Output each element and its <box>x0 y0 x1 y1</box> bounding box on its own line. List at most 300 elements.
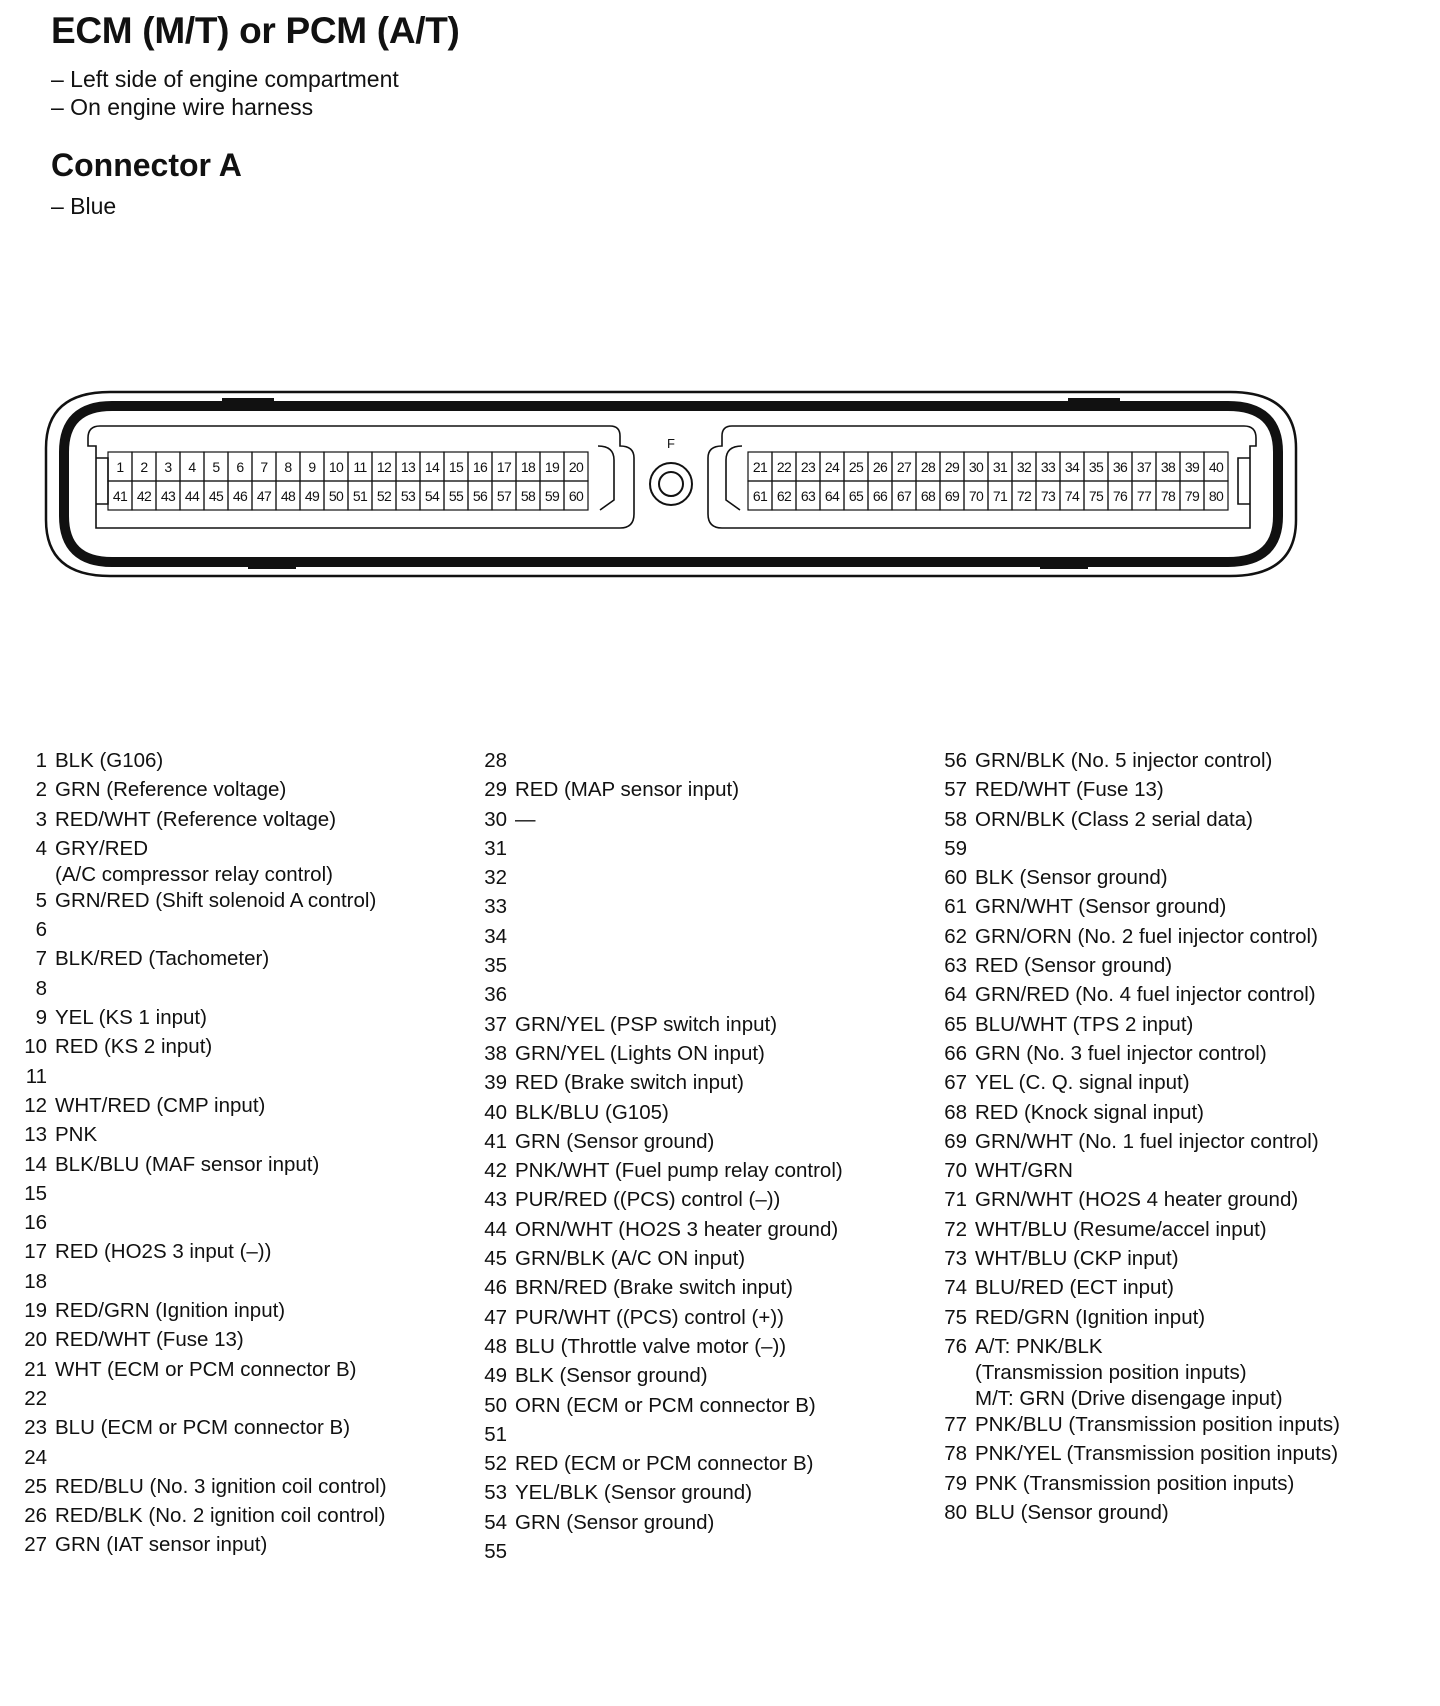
pin-entry-number: 8 <box>35 976 47 1000</box>
pin-entry <box>470 836 843 865</box>
pin-entry <box>10 1386 387 1415</box>
pin-number: 42 <box>136 488 152 504</box>
pin-entry <box>470 1217 843 1246</box>
pin-entry-number: 67 <box>944 1071 967 1095</box>
pin-entry <box>10 946 387 975</box>
pin-entry <box>10 1152 387 1181</box>
pin-entry-description <box>55 1357 356 1383</box>
pin-entry-number: 22 <box>24 1386 47 1410</box>
pin-entry-line: PNK/BLU (Transmission position inputs) <box>975 1412 1340 1436</box>
pin-entry-line: GRN/BLK (No. 5 injector control) <box>975 749 1273 772</box>
left-block-frame <box>88 426 634 528</box>
pin-entry-line: RED/BLK (No. 2 ignition coil control) <box>55 1504 386 1528</box>
pin-entry-line: GRN (Sensor ground) <box>515 1510 715 1534</box>
pin-entry-description <box>55 1298 285 1324</box>
pin-entry-line: A/T: PNK/BLK <box>975 1334 1103 1358</box>
pin-number: 45 <box>208 488 224 504</box>
pin-entry <box>470 1510 843 1539</box>
pin-number: 14 <box>424 459 440 475</box>
pin-entry <box>10 976 387 1005</box>
pin-number: 15 <box>448 459 464 475</box>
pin-entry <box>930 748 1340 777</box>
pin-entry <box>10 1474 387 1503</box>
pin-entry-number: 3 <box>35 807 47 831</box>
pin-entry <box>470 1363 843 1392</box>
pin-number: 59 <box>544 488 560 504</box>
pin-number: 21 <box>752 459 768 475</box>
pin-entry <box>470 1539 843 1568</box>
housing-tab-bottom-left <box>248 561 296 569</box>
pin-entry-line: GRN/WHT (No. 1 fuel injector control) <box>975 1129 1319 1153</box>
housing-tab-top-left <box>222 398 274 407</box>
pin-entry-line: PUR/RED ((PCS) control (–)) <box>515 1188 781 1212</box>
pin-entry <box>10 748 387 777</box>
pin-entry-description <box>515 1129 714 1155</box>
pin-entry-line: ORN/WHT (HO2S 3 heater ground) <box>515 1217 839 1241</box>
pin-entry-line: ORN (ECM or PCM connector B) <box>515 1393 816 1417</box>
pin-entry <box>930 982 1340 1011</box>
pin-entry-description <box>55 1327 244 1353</box>
pin-entry-number: 61 <box>944 895 967 919</box>
pin-number: 26 <box>872 459 888 475</box>
pin-entry-description <box>975 1041 1267 1067</box>
pin-entry-line: WHT/GRN <box>975 1159 1073 1183</box>
pin-list-column-2 <box>470 748 843 1568</box>
pin-entry-description <box>515 1100 669 1126</box>
pin-entry <box>10 1269 387 1298</box>
pin-entry-description <box>975 1246 1179 1272</box>
pin-entry <box>930 1012 1340 1041</box>
pin-entry <box>930 1129 1340 1158</box>
pin-entry-description <box>975 1334 1283 1412</box>
pin-entry-line: — <box>515 807 536 831</box>
pin-number: 67 <box>896 488 912 504</box>
pin-entry-line: (A/C compressor relay control) <box>55 862 333 886</box>
pin-entry-description <box>975 982 1316 1008</box>
pin-number: 43 <box>160 488 176 504</box>
pin-number: 48 <box>280 488 296 504</box>
pin-entry <box>10 1503 387 1532</box>
pin-entry-line: GRN/RED (No. 4 fuel injector control) <box>975 983 1316 1007</box>
pin-entry-number: 57 <box>944 778 967 802</box>
pin-entry <box>470 777 843 806</box>
pin-number: 78 <box>1160 488 1176 504</box>
pin-entry-number: 77 <box>944 1412 967 1436</box>
pin-entry-description <box>55 777 286 803</box>
pin-entry <box>930 1275 1340 1304</box>
pin-entry-line: GRN/ORN (No. 2 fuel injector control) <box>975 924 1318 948</box>
pin-entry-number: 27 <box>24 1533 47 1557</box>
pin-entry-line: GRN/WHT (HO2S 4 heater ground) <box>975 1188 1299 1212</box>
pin-entry-number: 65 <box>944 1012 967 1036</box>
pin-entry-line: RED/WHT (Reference voltage) <box>55 807 337 831</box>
pin-entry-description <box>515 1158 843 1184</box>
pin-entry-number: 59 <box>944 836 967 860</box>
pin-entry-line: RED/GRN (Ignition input) <box>975 1305 1206 1329</box>
pin-entry <box>10 1239 387 1268</box>
pin-entry <box>470 1422 843 1451</box>
connector-color-note: – Blue <box>51 193 117 219</box>
pin-entry-description <box>515 1363 708 1389</box>
pin-entry-description <box>975 894 1226 920</box>
pin-entry <box>470 748 843 777</box>
pin-entry-number: 9 <box>35 1006 47 1030</box>
pin-entry-number: 63 <box>944 954 967 978</box>
pin-entry-number: 5 <box>35 888 47 912</box>
pin-entry-number: 70 <box>944 1159 967 1183</box>
pin-entry-line: GRN (Reference voltage) <box>55 778 287 802</box>
pin-entry-number: 38 <box>484 1041 507 1065</box>
pin-entry-number: 76 <box>944 1334 967 1358</box>
pin-entry-number: 11 <box>25 1064 47 1088</box>
pin-entry-description <box>515 1480 752 1506</box>
pin-entry <box>470 953 843 982</box>
pin-entry <box>470 1187 843 1216</box>
pin-entry-number: 29 <box>484 778 507 802</box>
pin-entry-number: 17 <box>24 1240 47 1264</box>
pin-entry-line: BLK/RED (Tachometer) <box>55 947 270 971</box>
pin-entry-description <box>55 836 333 888</box>
pin-entry-line: RED (HO2S 3 input (–)) <box>55 1240 272 1264</box>
pin-entry-line: BLU (Throttle valve motor (–)) <box>515 1334 787 1358</box>
pin-number: 63 <box>800 488 816 504</box>
pin-entry-line: RED (ECM or PCM connector B) <box>515 1452 814 1476</box>
pin-entry-line: BLU (ECM or PCM connector B) <box>55 1416 351 1440</box>
pin-entry-number: 19 <box>24 1299 47 1323</box>
pin-number: 80 <box>1208 488 1224 504</box>
pin-entry-line: RED (Knock signal input) <box>975 1100 1205 1124</box>
pin-entry-number: 72 <box>944 1217 967 1241</box>
pin-entry-line: GRN/WHT (Sensor ground) <box>975 895 1227 919</box>
pin-number: 44 <box>184 488 200 504</box>
pin-number: 32 <box>1016 459 1032 475</box>
pin-number: 7 <box>260 459 268 475</box>
pin-entry-number: 1 <box>35 749 47 772</box>
connector-gasket <box>64 406 1278 562</box>
pin-entry-line: RED (Brake switch input) <box>515 1071 744 1095</box>
pin-entry <box>10 1415 387 1444</box>
pin-entry-description <box>975 807 1253 833</box>
pin-entry-description <box>515 1012 777 1038</box>
connector-heading: Connector A <box>51 147 242 183</box>
pin-entry <box>930 1412 1340 1441</box>
pin-entry-number: 25 <box>24 1474 47 1498</box>
pin-entry-description <box>55 1005 207 1031</box>
pin-entry-line: GRN (IAT sensor input) <box>55 1533 268 1557</box>
pin-entry-description <box>975 1500 1169 1526</box>
pin-entry <box>930 1041 1340 1070</box>
pin-number: 69 <box>944 488 960 504</box>
pin-entry-line: GRN/YEL (PSP switch input) <box>515 1012 778 1036</box>
pin-entry-description <box>975 1305 1205 1331</box>
pin-entry <box>10 777 387 806</box>
pin-entry-line: YEL/BLK (Sensor ground) <box>515 1481 753 1505</box>
pin-entry <box>930 865 1340 894</box>
pin-entry-line: YEL (KS 1 input) <box>55 1006 207 1030</box>
pin-entry-line: PUR/WHT ((PCS) control (+)) <box>515 1305 784 1329</box>
pin-number: 75 <box>1088 488 1104 504</box>
pin-number: 12 <box>376 459 392 475</box>
pin-entry-number: 75 <box>944 1305 967 1329</box>
pin-entry <box>930 924 1340 953</box>
pin-entry-number: 47 <box>484 1305 507 1329</box>
pin-entry-description <box>975 924 1318 950</box>
pin-entry-number: 33 <box>484 895 507 919</box>
pin-entry-number: 69 <box>944 1129 967 1153</box>
pin-number: 6 <box>236 459 244 475</box>
pin-number: 57 <box>496 488 512 504</box>
pin-number: 60 <box>568 488 584 504</box>
pin-entry <box>10 807 387 836</box>
pin-entry-description <box>975 953 1172 979</box>
pin-entry-number: 13 <box>24 1123 47 1147</box>
pin-entry <box>930 1471 1340 1500</box>
left-block-latch-right <box>598 446 614 510</box>
pin-entry-description <box>515 807 536 833</box>
pin-entry-description <box>975 1129 1319 1155</box>
pin-entry-number: 21 <box>24 1357 47 1381</box>
pin-entry-description <box>55 1503 385 1529</box>
pin-entry-number: 64 <box>944 983 967 1007</box>
pin-entry <box>930 1070 1340 1099</box>
pin-number: 41 <box>112 488 128 504</box>
pin-entry <box>470 1041 843 1070</box>
left-block-latch <box>96 458 108 504</box>
pin-entry-number: 26 <box>24 1504 47 1528</box>
pin-entry-description <box>975 1441 1338 1467</box>
pin-entry-number: 49 <box>484 1364 507 1388</box>
pin-entry <box>470 1070 843 1099</box>
pin-entry-description <box>55 1532 267 1558</box>
connector-diagram <box>0 0 1440 600</box>
pin-entry-line: RED (Sensor ground) <box>975 954 1173 978</box>
pin-entry-line: GRN/RED (Shift solenoid A control) <box>55 888 377 912</box>
pin-number: 8 <box>284 459 292 475</box>
pin-entry-number: 15 <box>24 1181 47 1205</box>
pin-entry-description <box>975 865 1168 891</box>
pin-entry-number: 43 <box>484 1188 507 1212</box>
pin-number: 34 <box>1064 459 1080 475</box>
pin-number: 56 <box>472 488 488 504</box>
pin-entry <box>930 1441 1340 1470</box>
pin-entry-line: BLK (G106) <box>55 749 164 772</box>
pin-entry <box>470 1100 843 1129</box>
pin-entry-description <box>975 777 1164 803</box>
pin-number: 61 <box>752 488 768 504</box>
center-label: F <box>667 436 675 451</box>
pin-number: 38 <box>1160 459 1176 475</box>
pin-number: 52 <box>376 488 392 504</box>
pin-number: 2 <box>140 459 148 475</box>
pin-entry-number: 10 <box>24 1035 47 1059</box>
pin-entry <box>930 894 1340 923</box>
pin-number: 49 <box>304 488 320 504</box>
pin-entry-number: 62 <box>944 924 967 948</box>
pin-entry-description <box>55 1122 97 1148</box>
page-title: ECM (M/T) or PCM (A/T) <box>51 10 460 51</box>
pin-entry <box>930 807 1340 836</box>
pin-number: 51 <box>352 488 368 504</box>
pin-number: 35 <box>1088 459 1104 475</box>
pin-entry <box>10 1445 387 1474</box>
pin-entry-number: 44 <box>484 1217 507 1241</box>
pin-entry-line: GRN (No. 3 fuel injector control) <box>975 1041 1267 1065</box>
pin-entry-line: YEL (C. Q. signal input) <box>975 1071 1190 1095</box>
pin-entry-description <box>515 1510 714 1536</box>
pin-entry-line: ORN/BLK (Class 2 serial data) <box>975 807 1253 831</box>
pin-entry-description <box>515 1393 816 1419</box>
pin-entry-number: 31 <box>484 836 507 860</box>
pin-entry-line: (Transmission position inputs) <box>975 1360 1247 1384</box>
pin-entry-description <box>55 888 376 914</box>
pin-entry <box>10 1210 387 1239</box>
pin-entry-line: BLK (Sensor ground) <box>975 866 1168 890</box>
pin-entry-description <box>515 1305 784 1331</box>
pin-entry-number: 36 <box>484 983 507 1007</box>
pin-number: 39 <box>1184 459 1200 475</box>
pin-entry-line: RED/BLU (No. 3 ignition coil control) <box>55 1474 387 1498</box>
pin-entry-number: 45 <box>484 1247 507 1271</box>
pin-number: 77 <box>1136 488 1152 504</box>
pin-entry-number: 80 <box>944 1500 967 1524</box>
pin-entry-number: 78 <box>944 1442 967 1466</box>
pin-list-column-3 <box>930 748 1340 1529</box>
pin-entry-description <box>515 1275 793 1301</box>
pin-number: 50 <box>328 488 344 504</box>
pin-entry-description <box>975 1070 1190 1096</box>
pin-entry-description <box>55 1239 271 1265</box>
pin-entry <box>470 1275 843 1304</box>
pin-number: 55 <box>448 488 464 504</box>
pin-number: 70 <box>968 488 984 504</box>
pin-entry-description <box>55 946 269 972</box>
pin-number: 37 <box>1136 459 1152 475</box>
pin-entry-number: 46 <box>484 1276 507 1300</box>
pin-entry-description <box>975 1187 1298 1213</box>
pin-number: 13 <box>400 459 416 475</box>
pin-entry <box>930 1217 1340 1246</box>
pin-number: 28 <box>920 459 936 475</box>
pin-entry-number: 52 <box>484 1452 507 1476</box>
pin-entry-description <box>975 748 1272 774</box>
pin-entry <box>470 807 843 836</box>
pin-entry-number: 18 <box>24 1269 47 1293</box>
pin-entry <box>470 1246 843 1275</box>
pin-entry-line: WHT/BLU (Resume/accel input) <box>975 1217 1267 1241</box>
pin-entry <box>470 982 843 1011</box>
pin-number: 25 <box>848 459 864 475</box>
housing-tab-top-right <box>1068 398 1120 407</box>
pin-entry-number: 14 <box>24 1152 47 1176</box>
pin-entry <box>10 1093 387 1122</box>
pin-number: 36 <box>1112 459 1128 475</box>
pin-entry-number: 24 <box>24 1445 47 1469</box>
pin-number: 62 <box>776 488 792 504</box>
location-line-2: – On engine wire harness <box>51 94 314 120</box>
pin-entry-line: PNK/YEL (Transmission position inputs) <box>975 1442 1339 1466</box>
pin-entry <box>10 1327 387 1356</box>
pin-entry <box>930 1305 1340 1334</box>
pin-entry-description <box>975 1275 1174 1301</box>
pin-entry-number: 79 <box>944 1471 967 1495</box>
pin-entry <box>10 1357 387 1386</box>
pin-entry <box>470 1158 843 1187</box>
pin-entry-number: 53 <box>484 1481 507 1505</box>
pin-number: 22 <box>776 459 792 475</box>
pin-number: 33 <box>1040 459 1056 475</box>
pin-number: 19 <box>544 459 560 475</box>
pin-entry-description <box>975 1471 1294 1497</box>
pin-entry-number: 74 <box>944 1276 967 1300</box>
pin-entry-description <box>975 1412 1340 1438</box>
pin-entry-number: 68 <box>944 1100 967 1124</box>
pin-entry-description <box>515 1246 745 1272</box>
pin-entry-number: 39 <box>484 1071 507 1095</box>
pin-entry <box>930 1187 1340 1216</box>
pin-entry <box>470 1393 843 1422</box>
pin-entry-description <box>55 1474 387 1500</box>
pin-entry-description <box>975 1100 1204 1126</box>
pin-entry-number: 37 <box>484 1012 507 1036</box>
pin-entry <box>930 777 1340 806</box>
pin-entry-line: RED (KS 2 input) <box>55 1035 213 1059</box>
pin-number: 10 <box>328 459 344 475</box>
pin-number: 1 <box>116 459 124 475</box>
pin-entry-line: GRN (Sensor ground) <box>515 1129 715 1153</box>
right-block-latch <box>1238 458 1250 504</box>
pin-entry-number: 55 <box>484 1540 507 1564</box>
pin-entry-number: 16 <box>24 1211 47 1235</box>
pin-entry-number: 50 <box>484 1393 507 1417</box>
pin-list-column-1 <box>10 748 387 1562</box>
center-bolt-inner <box>659 472 683 496</box>
pin-number: 4 <box>188 459 196 475</box>
pin-entry-description <box>975 1158 1073 1184</box>
pin-entry-line: BLK/BLU (G105) <box>515 1100 669 1124</box>
pin-number: 24 <box>824 459 840 475</box>
pin-number: 31 <box>992 459 1008 475</box>
pin-entry-description <box>515 1334 786 1360</box>
pin-number: 40 <box>1208 459 1224 475</box>
pin-entry-description <box>515 1041 765 1067</box>
pin-entry-description <box>55 1415 350 1441</box>
pin-entry <box>930 1500 1340 1529</box>
pin-number: 66 <box>872 488 888 504</box>
pin-entry-number: 73 <box>944 1247 967 1271</box>
pin-entry-line: RED/WHT (Fuse 13) <box>975 778 1164 802</box>
location-line-1: – Left side of engine compartment <box>51 66 399 92</box>
pin-entry <box>10 1005 387 1034</box>
pin-entry <box>470 1129 843 1158</box>
pin-entry <box>930 1246 1340 1275</box>
pin-number: 30 <box>968 459 984 475</box>
pin-number: 9 <box>308 459 316 475</box>
pin-entry <box>10 1181 387 1210</box>
pin-number: 5 <box>212 459 220 475</box>
pin-entry <box>10 836 387 888</box>
pin-entry <box>470 924 843 953</box>
pin-entry-description <box>55 748 163 774</box>
pin-entry <box>470 1451 843 1480</box>
pin-number: 47 <box>256 488 272 504</box>
pin-number: 74 <box>1064 488 1080 504</box>
pin-entry-number: 58 <box>944 807 967 831</box>
pin-number: 17 <box>496 459 512 475</box>
pin-number: 58 <box>520 488 536 504</box>
pin-entry-description <box>515 1217 838 1243</box>
pin-entry <box>10 888 387 917</box>
pin-entry <box>930 1334 1340 1412</box>
